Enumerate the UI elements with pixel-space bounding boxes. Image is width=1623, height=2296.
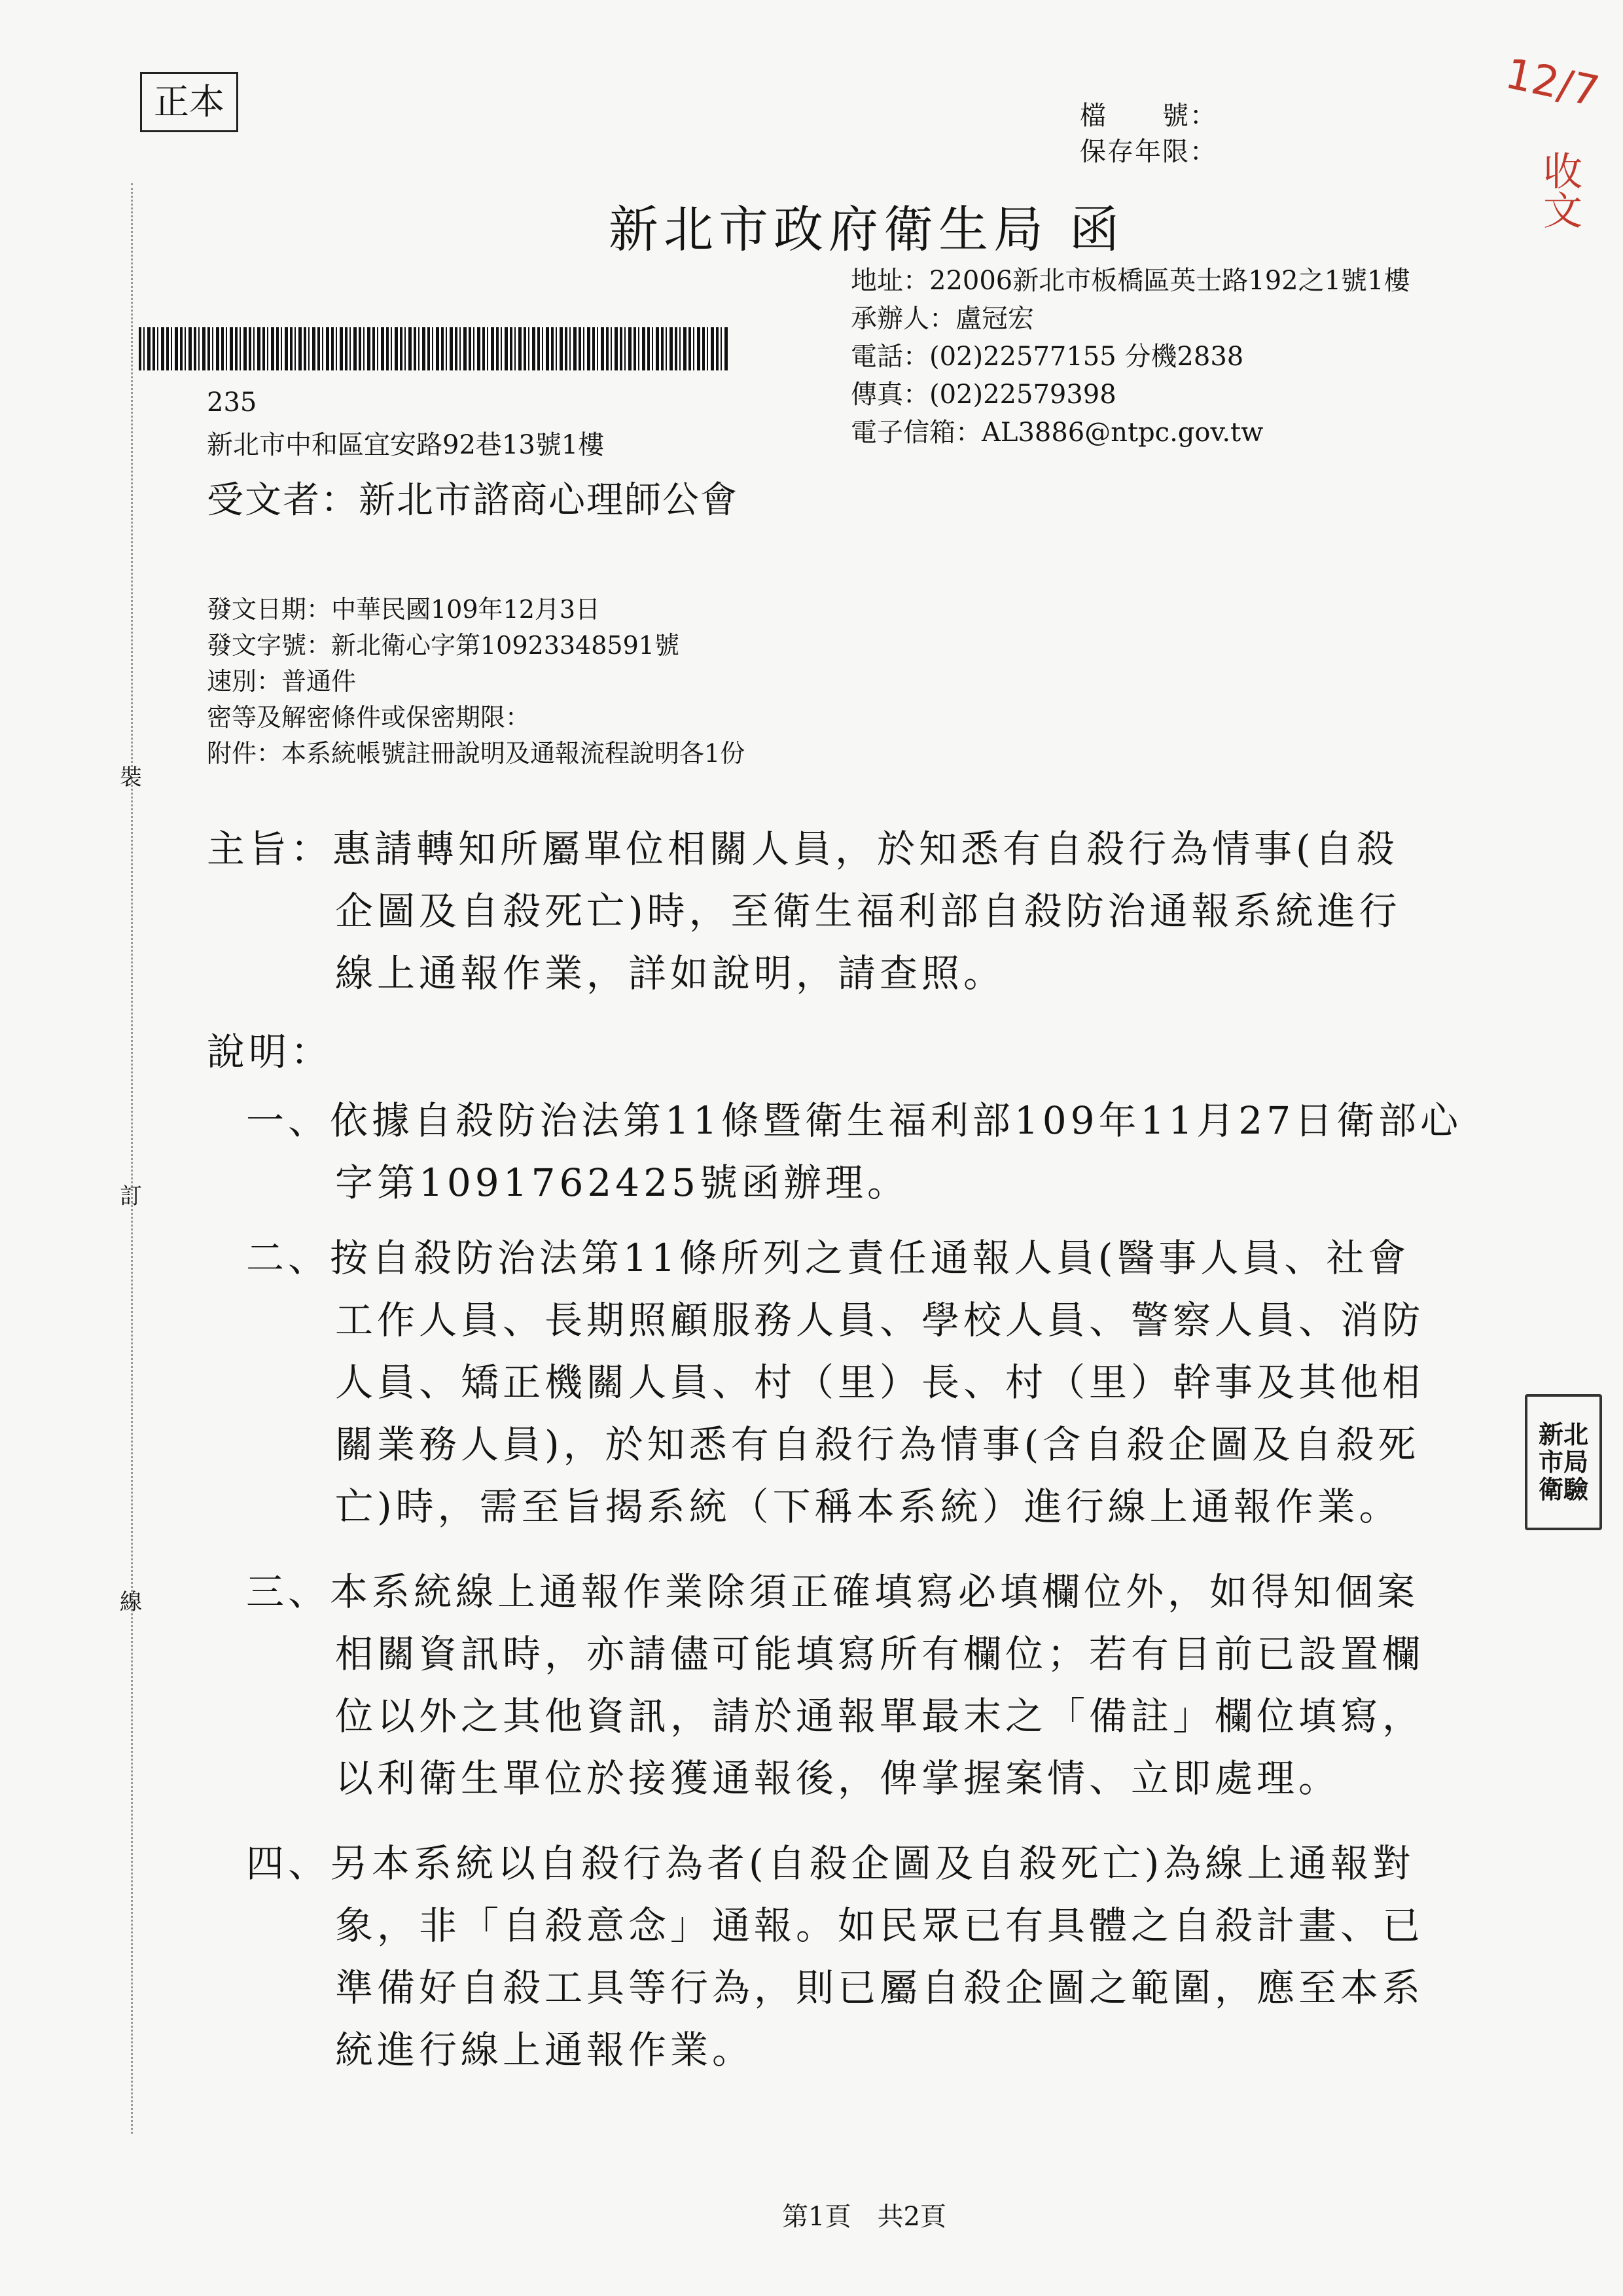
issue-number: 發文字號：新北衛心字第10923348591號 bbox=[207, 631, 679, 660]
explanation-item-4: 四、另本系統以自殺行為者(自殺企圖及自殺死亡)為線上通報對 bbox=[246, 1841, 1415, 1886]
document-title: 新北市政府衛生局 函 bbox=[609, 200, 1125, 259]
explanation-label: 說明： bbox=[207, 1030, 333, 1074]
contact-block bbox=[851, 262, 1410, 452]
official-seal bbox=[1525, 1394, 1602, 1530]
explanation-item-3: 以利衛生單位於接獲通報後，俾掌握案情、立即處理。 bbox=[335, 1756, 1341, 1801]
contact-address: 地址：22006新北市板橋區英士路192之1號1樓 bbox=[851, 266, 1410, 296]
explanation-item-4: 象，非「自殺意念」通報。如民眾已有具體之自殺計畫、已 bbox=[335, 1903, 1425, 1948]
handwritten-date: 12/7 bbox=[1501, 49, 1603, 117]
explanation-item-2: 人員、矯正機關人員、村（里）長、村（里）幹事及其他相 bbox=[335, 1360, 1425, 1405]
contact-email: 電子信箱：AL3886@ntpc.gov.tw bbox=[851, 418, 1264, 448]
original-stamp: 正本 bbox=[140, 72, 238, 132]
explanation-item-1: 字第1091762425號函辦理。 bbox=[335, 1160, 910, 1205]
explanation-item-3: 相關資訊時，亦請儘可能填寫所有欄位；若有目前已設置欄 bbox=[335, 1632, 1425, 1676]
explanation-item-4: 統進行線上通報作業。 bbox=[335, 2028, 755, 2072]
recipient-zip: 235 bbox=[207, 387, 257, 418]
explanation-item-1: 一、依據自殺防治法第11條暨衛生福利部109年11月27日衛部心 bbox=[246, 1098, 1463, 1143]
margin-mark-staple: 訂 bbox=[120, 1183, 142, 1210]
subject-line: 線上通報作業，詳如說明，請查照。 bbox=[335, 951, 1006, 996]
contact-phone: 電話：(02)22577155 分機2838 bbox=[851, 342, 1244, 372]
contact-handler: 承辦人：盧冠宏 bbox=[851, 304, 1034, 334]
issue-security: 密等及解密條件或保密期限： bbox=[207, 703, 531, 732]
page-footer: 第1頁 共2頁 bbox=[782, 2202, 946, 2232]
explanation-item-2: 工作人員、長期照顧服務人員、學校人員、警察人員、消防 bbox=[335, 1298, 1425, 1342]
recipient: 受文者：新北市諮商心理師公會 bbox=[207, 479, 738, 522]
explanation-item-2: 關業務人員)，於知悉有自殺行為情事(含自殺企圖及自殺死 bbox=[335, 1422, 1420, 1467]
issue-date: 發文日期：中華民國109年12月3日 bbox=[207, 595, 601, 624]
explanation-item-3: 位以外之其他資訊，請於通報單最末之「備註」欄位填寫， bbox=[335, 1694, 1425, 1738]
issue-attachment: 附件：本系統帳號註冊說明及通報流程說明各1份 bbox=[207, 739, 745, 768]
seal-text: 衛驗 bbox=[1538, 1475, 1588, 1504]
subject-line: 企圖及自殺死亡)時，至衛生福利部自殺防治通報系統進行 bbox=[335, 889, 1401, 933]
retention-label: 保存年限： bbox=[1080, 137, 1217, 167]
recipient-address: 新北市中和區宜安路92巷13號1樓 bbox=[207, 430, 605, 460]
margin-mark-line: 線 bbox=[120, 1589, 142, 1615]
handwritten-note: 收文 bbox=[1537, 151, 1582, 229]
explanation-item-3: 三、本系統線上通報作業除須正確填寫必填欄位外，如得知個案 bbox=[246, 1570, 1419, 1614]
issue-speed: 速別：普通件 bbox=[207, 667, 357, 696]
binding-line bbox=[131, 183, 133, 2134]
contact-fax: 傳真：(02)22579398 bbox=[851, 380, 1116, 410]
seal-text: 市局 bbox=[1538, 1448, 1588, 1477]
file-number-label: 檔 號： bbox=[1080, 101, 1217, 131]
explanation-item-2: 二、按自殺防治法第11條所列之責任通報人員(醫事人員、社會 bbox=[246, 1236, 1410, 1280]
subject-line: 主旨：惠請轉知所屬單位相關人員，於知悉有自殺行為情事(自殺 bbox=[207, 827, 1399, 871]
barcode bbox=[139, 327, 728, 370]
margin-mark-bind: 裝 bbox=[120, 764, 142, 791]
explanation-item-2: 亡)時，需至旨揭系統（下稱本系統）進行線上通報作業。 bbox=[335, 1484, 1401, 1529]
seal-text: 新北 bbox=[1538, 1420, 1588, 1449]
explanation-item-4: 準備好自殺工具等行為，則已屬自殺企圖之範圍，應至本系 bbox=[335, 1965, 1425, 2010]
